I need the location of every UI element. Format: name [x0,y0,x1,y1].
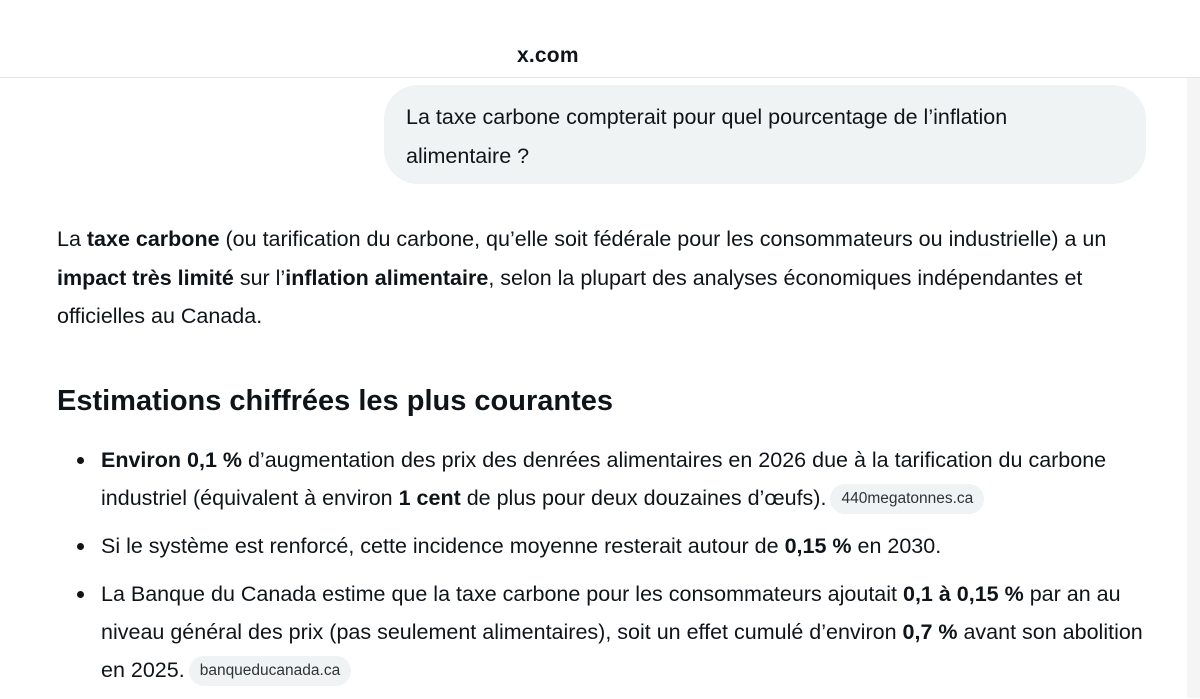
bullet-bold: Environ 0,1 % [101,448,242,472]
user-message-line-1: La taxe carbone compterait pour quel pourcentage de l’inflation [406,105,1008,129]
scrollbar-track[interactable] [1187,78,1200,698]
source-chip-440megatonnes[interactable]: 440megatonnes.ca [830,484,984,514]
browser-top-bar [0,0,1200,78]
list-item [57,441,1157,517]
bullet-text: avant son abolition en 2025. [101,620,1143,682]
bullet-text: par an au niveau général des prix (pas seulement alimentaires), soit un effet cumulé d’environ [101,582,1121,644]
section-heading: Estimations chiffrées les plus courantes [57,385,614,417]
estimates-list [57,441,1157,699]
bullet-bold: 0,15 % [784,534,852,558]
user-message-line-2: alimentaire ? [406,144,530,168]
intro-text: La [57,227,87,251]
intro-text: (ou tarification du carbone, qu’elle soit fédérale pour les consommateurs ou industrielle) a un [219,227,1107,251]
response-intro-paragraph [57,220,1167,336]
bullet-text: en 2030. [851,534,942,558]
bullet-text: d’augmentation des prix des denrées alimentaires en 2026 due à la tarification du carbone industriel (équivalent à environ [101,448,1107,510]
list-item [57,575,1157,689]
source-chip-banqueducanada[interactable]: banqueducanada.ca [189,656,352,686]
address-bar-url[interactable]: x.com [517,44,579,67]
bullet-text: de plus pour deux douzaines d’œufs). [460,486,827,510]
intro-text: , selon la plupart des analyses économiques indépendantes et officielles au Canada. [57,265,1083,328]
intro-text: sur l’ [233,265,286,290]
intro-bold-inflation: inflation alimentaire [285,265,489,290]
intro-bold-taxe-carbone: taxe carbone [86,227,220,251]
bullet-bold: 0,7 % [902,620,958,644]
user-message-bubble [384,85,1146,184]
bullet-text: Si le système est renforcé, cette incidence moyenne resterait autour de [101,534,785,558]
bullet-text: La Banque du Canada estime que la taxe carbone pour les consommateurs ajoutait [101,582,903,606]
list-item [57,527,1157,565]
bullet-bold: 0,1 à 0,15 % [902,582,1024,606]
bullet-bold: 1 cent [398,486,461,510]
intro-bold-impact: impact très limité [57,265,234,290]
